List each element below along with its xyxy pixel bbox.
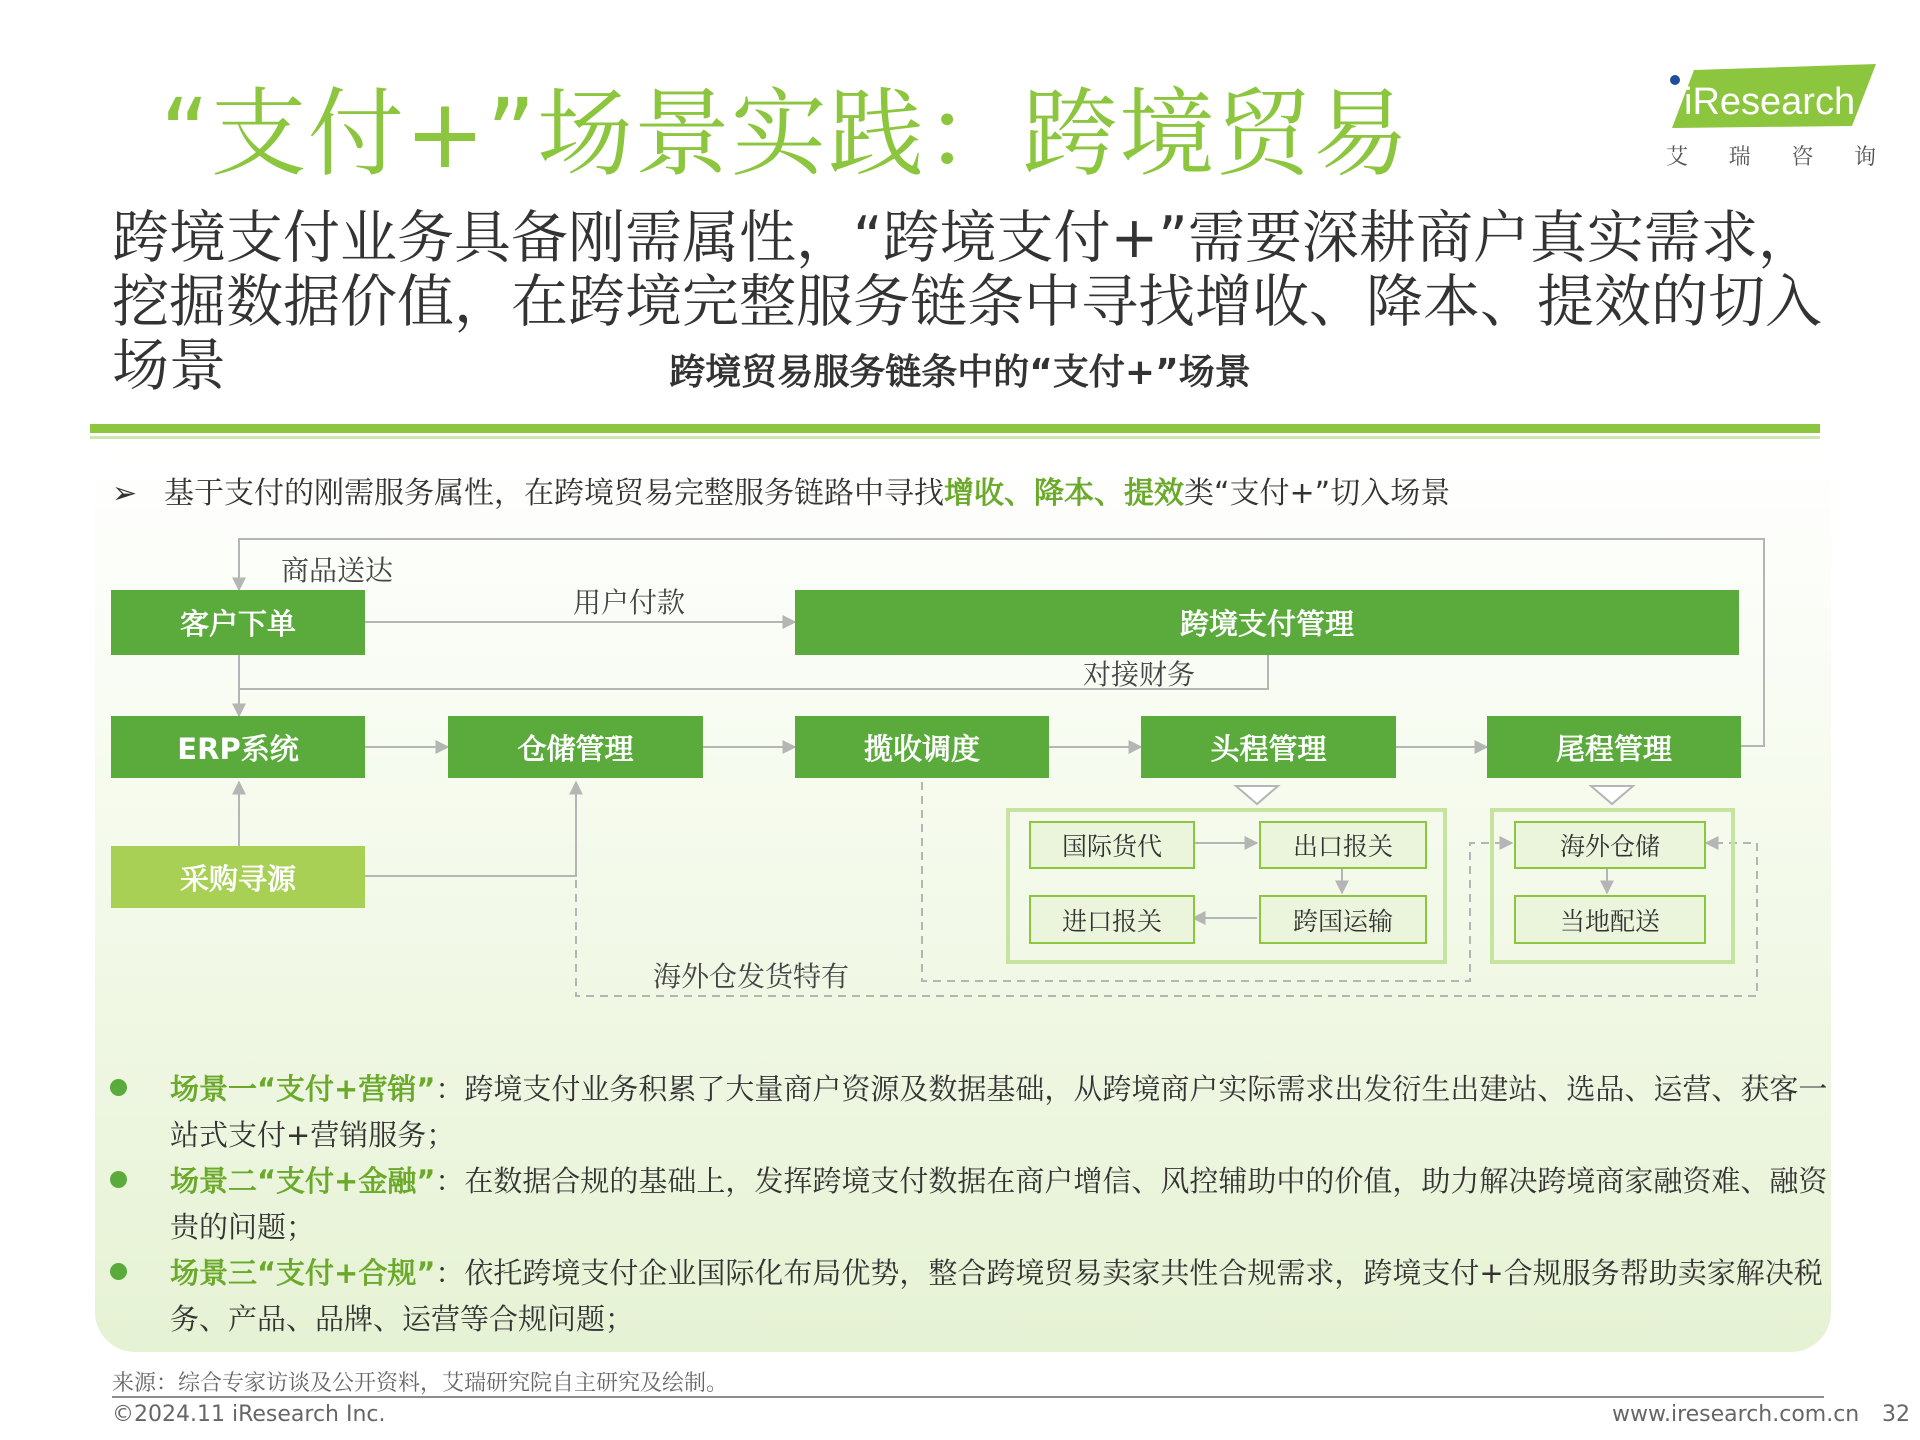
subnode-export-customs: 出口报关 bbox=[1259, 821, 1427, 869]
subnode-overseas-warehouse: 海外仓储 bbox=[1514, 821, 1706, 869]
subnode-local-delivery: 当地配送 bbox=[1514, 895, 1706, 944]
node-order: 客户下单 bbox=[111, 590, 365, 655]
list-item: 场景一“支付+营销”：跨境支付业务积累了大量商户资源及数据基础，从跨境商户实际需求出发衍生出建站、选品、运营、获客一站式支付+营销服务； bbox=[110, 1066, 1830, 1158]
bullet-dot-icon bbox=[110, 1171, 127, 1188]
subnode-import-customs: 进口报关 bbox=[1029, 895, 1195, 944]
node-first-leg: 头程管理 bbox=[1141, 716, 1396, 778]
label-finance: 对接财务 bbox=[1083, 658, 1196, 691]
node-sourcing: 采购寻源 bbox=[111, 846, 365, 908]
bullet-dot-icon bbox=[110, 1079, 127, 1096]
scenario-list bbox=[110, 1066, 1830, 1342]
bullet-dot-icon bbox=[110, 1263, 127, 1280]
node-last-leg: 尾程管理 bbox=[1487, 716, 1741, 778]
label-delivery: 商品送达 bbox=[281, 554, 394, 587]
chart-title: 跨境贸易服务链条中的“支付+”场景 bbox=[669, 352, 1251, 393]
label-user-payment: 用户付款 bbox=[573, 586, 686, 619]
source-note: 来源：综合专家访谈及公开资料，艾瑞研究院自主研究及绘制。 bbox=[112, 1371, 729, 1396]
subnode-intl-freight: 国际货代 bbox=[1029, 821, 1195, 869]
page-title: “支付+”场景实践：跨境贸易 bbox=[160, 78, 1410, 190]
node-erp: ERP系统 bbox=[111, 716, 365, 778]
node-warehouse: 仓储管理 bbox=[448, 716, 703, 778]
logo-subtitle: 艾 瑞 咨 询 bbox=[1666, 145, 1876, 170]
node-payment-mgmt: 跨境支付管理 bbox=[795, 590, 1739, 655]
label-overseas-only: 海外仓发货特有 bbox=[653, 960, 850, 993]
intro-line: ➢ 基于支付的刚需服务属性，在跨境贸易完整服务链路中寻找增收、降本、提效类“支付+”切入场景 bbox=[112, 476, 1451, 511]
website-link[interactable]: www.iresearch.com.cn bbox=[1612, 1402, 1860, 1427]
node-pickup: 揽收调度 bbox=[795, 716, 1049, 778]
list-item: 场景三“支付+合规”：依托跨境支付企业国际化布局优势，整合跨境贸易卖家共性合规需求，跨境支付+合规服务帮助卖家解决税务、产品、品牌、运营等合规问题； bbox=[110, 1250, 1830, 1342]
subnode-cross-transport: 跨国运输 bbox=[1259, 895, 1427, 944]
copyright: ©2024.11 iResearch Inc. bbox=[112, 1402, 386, 1427]
page-number: 32 bbox=[1882, 1402, 1910, 1427]
footer-divider bbox=[112, 1396, 1824, 1398]
list-item: 场景二“支付+金融”：在数据合规的基础上，发挥跨境支付数据在商户增信、风控辅助中的价值，助力解决跨境商家融资难、融资贵的问题； bbox=[110, 1158, 1830, 1250]
svg-text:iResearch: iResearch bbox=[1684, 81, 1856, 123]
page-subtitle: 跨境支付业务具备刚需属性，“跨境支付+”需要深耕商户真实需求，挖掘数据价值，在跨境完整服务链条中寻找增收、降本、提效的切入场景 bbox=[112, 205, 1822, 399]
arrow-bullet-icon: ➢ bbox=[112, 476, 138, 511]
